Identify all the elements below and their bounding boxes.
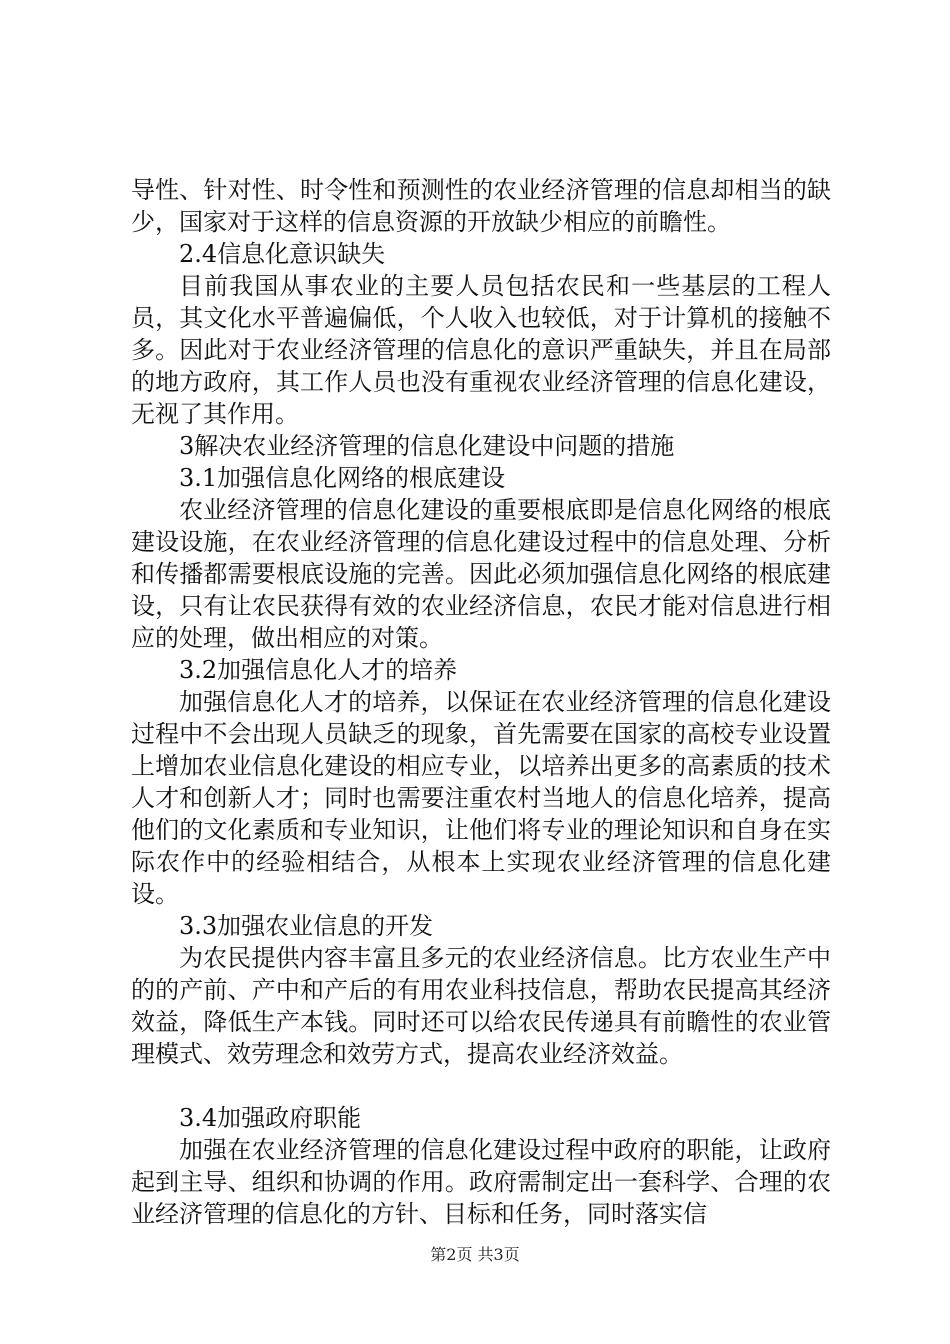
document-body — [131, 174, 831, 1230]
section-heading-3-4: 3.4加强政府职能 — [179, 1104, 362, 1132]
paragraph-continuation: 导性、针对性、时令性和预测性的农业经济管理的信息却相当的缺少，国家对于这样的信息资源的开放缺少相应的前瞻性。 — [131, 176, 831, 236]
paragraph-network: 农业经济管理的信息化建设的重要根底即是信息化网络的根底建设设施，在农业经济管理的信息化建设过程中的信息处理、分析和传播都需要根底设施的完善。因此必须加强信息化网络的根底建设，只有让农民获得有效的农业经济信息，农民才能对信息进行相应的处理，做出相应的对策。 — [131, 496, 831, 652]
page-number-footer: 第2页 共3页 — [430, 1245, 520, 1264]
section-heading-2-4: 2.4信息化意识缺失 — [179, 240, 386, 268]
section-heading-3-3: 3.3加强农业信息的开发 — [179, 912, 434, 940]
paragraph-development: 为农民提供内容丰富且多元的农业经济信息。比方农业生产中的的产前、产中和产后的有用农业科技信息，帮助农民提高其经济效益，降低生产本钱。同时还可以给农民传递具有前瞻性的农业管理模式、效劳理念和效劳方式，提高农业经济效益。 — [131, 944, 831, 1068]
section-heading-3: 3解决农业经济管理的信息化建设中问题的措施 — [179, 432, 675, 460]
paragraph-awareness: 目前我国从事农业的主要人员包括农民和一些基层的工程人员，其文化水平普遍偏低，个人收入也较低，对于计算机的接触不多。因此对于农业经济管理的信息化的意识严重缺失，并且在局部的地方政府，其工作人员也没有重视农业经济管理的信息化建设，无视了其作用。 — [131, 272, 831, 428]
paragraph-government: 加强在农业经济管理的信息化建设过程中政府的职能，让政府起到主导、组织和协调的作用。政府需制定出一套科学、合理的农业经济管理的信息化的方针、目标和任务，同时落实信 — [131, 1136, 831, 1228]
section-heading-3-1: 3.1加强信息化网络的根底建设 — [179, 464, 506, 492]
blank-line — [131, 1070, 831, 1102]
paragraph-talent: 加强信息化人才的培养，以保证在农业经济管理的信息化建设过程中不会出现人员缺乏的现象，首先需要在国家的高校专业设置上增加农业信息化建设的相应专业，以培养出更多的高素质的技术人才和创新人才；同时也需要注重农村当地人的信息化培养，提高他们的文化素质和专业知识，让他们将专业的理论知识和自身在实际农作中的经验相结合，从根本上实现农业经济管理的信息化建设。 — [131, 688, 831, 908]
section-heading-3-2: 3.2加强信息化人才的培养 — [179, 656, 458, 684]
